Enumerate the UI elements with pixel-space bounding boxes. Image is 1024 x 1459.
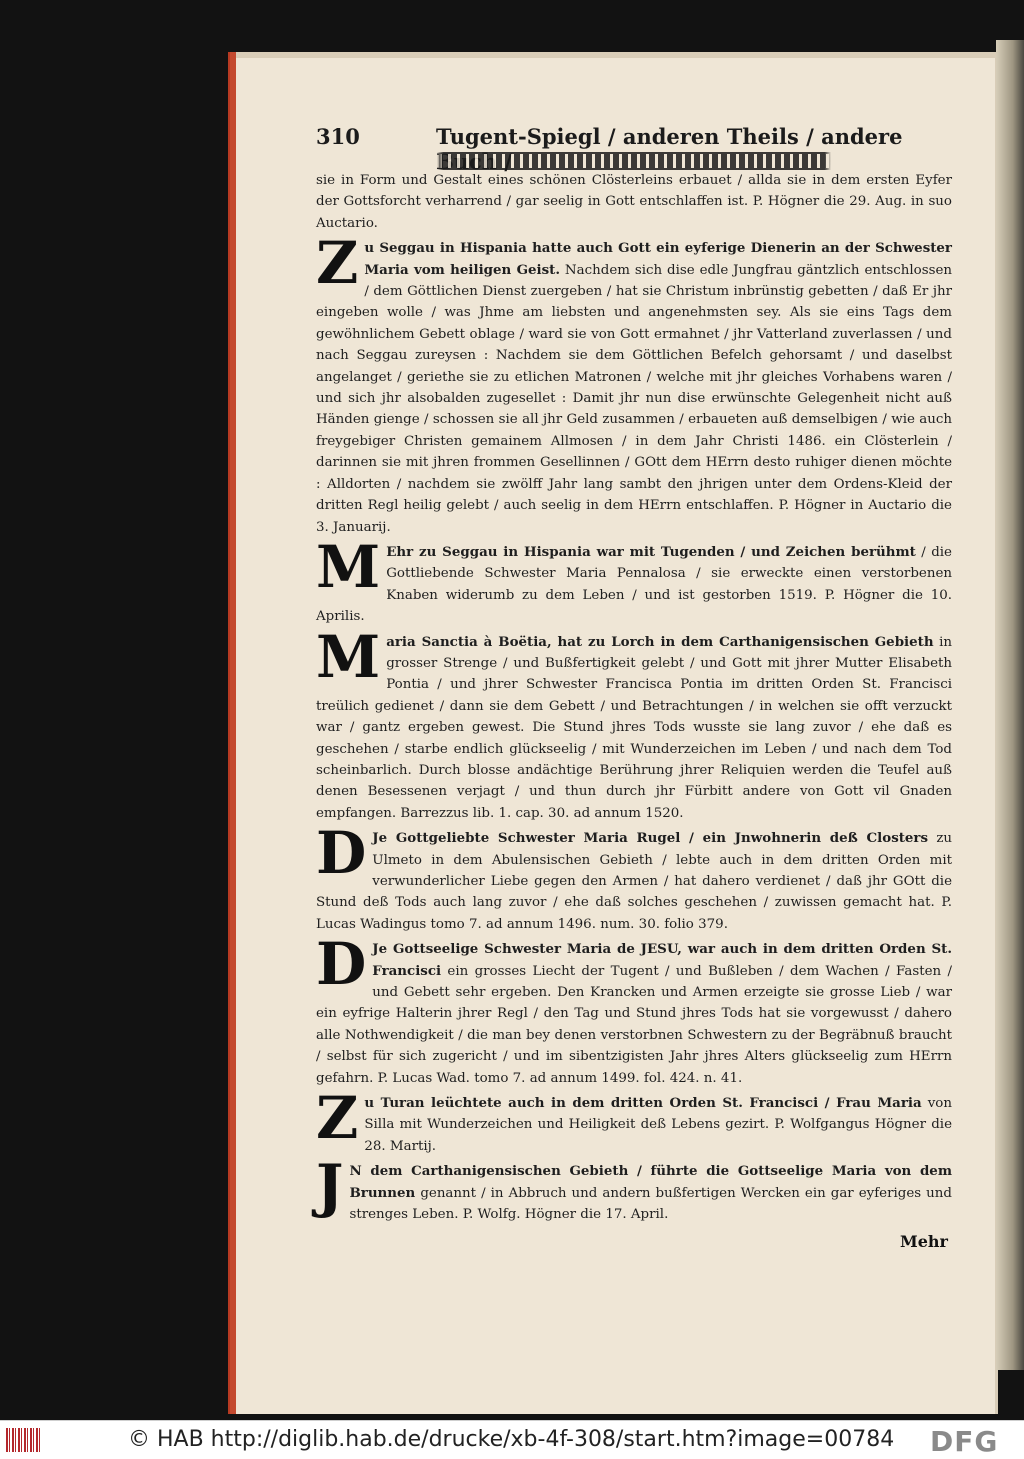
paragraph-lead: Je Gottseelige Schwester Maria de JESU, war auch in dem dritten Orden St. Francisci xyxy=(372,941,952,979)
source-link[interactable]: © HAB http://diglib.hab.de/drucke/xb-4f-308/start.htm?image=00784 xyxy=(128,1427,895,1452)
dfg-logo: DFG xyxy=(930,1425,999,1458)
drop-capital: J xyxy=(316,1152,344,1221)
paragraph-body: Nachdem sich dise edle Jungfrau gäntzlich entschlossen / dem Göttlichen Dienst zuergeben / hat sie Christum inbrünstig gebetten / daß Er jhr eingeben wolle / was Jhme am liebsten und angenehmsten sey. Als sie eins Tags dem gewöhnlichem Gebett oblage / ward sie von Gott ermahnet / jhr Vatterland zuverlassen / und nach Seggau zureysen : Nachdem sie dem Göttlichen Befelch gehorsamt / und daselbst angelanget / geriethe sie zu etlichen Matronen / welche mit jhr gleiches Vorhabens waren / und sich jhr alsobalden zugesellet : Damit jhr nun dise erwünschte Gelegenheit nicht auß Händen gienge / schossen sie all jhr Geld zusammen / erbaueten auß demselbigen / wie auch freygebiger Christen gemainem Allmosen / in dem Jahr Christi 1486. ein Clösterlein / darinnen sie mit jhren frommen Gesellinnen / GOtt dem HErrn desto ruhiger dienen möchte : Alldorten / nachdem sie zwölff Jahr lang sambt den jhrigen unter dem Ordens-Kleid der dritten Regl heilig gelebt / auch seelig in dem HErrn entschlaffen. P. Högner in Auctario die 3. Januarij. xyxy=(316,262,953,535)
ornamental-rule xyxy=(316,152,952,170)
paragraph xyxy=(316,1152,952,1225)
paragraph-body: von Silla mit Wunderzeichen und Heiligkeit deß Lebens gezirt. P. Wolfgangus Högner die 28. Martij. xyxy=(364,1096,952,1154)
paragraph xyxy=(316,170,952,234)
paragraph-lead: u Seggau in Hispania hatte auch Gott ein eyferige Dienerin an der Schwester Maria vom heiligen Geist. xyxy=(364,240,952,278)
drop-capital: Z xyxy=(316,229,359,298)
paragraph-lead: u Turan leüchtete auch in dem dritten Orden St. Francisci / Frau Maria xyxy=(364,1095,922,1112)
paragraph-lead: aria Sanctia à Boëtia, hat zu Lorch in dem Carthanigensischen Gebieth xyxy=(386,633,934,650)
paragraph xyxy=(316,819,952,935)
drop-capital: Z xyxy=(316,1084,359,1153)
catchword: Mehr xyxy=(900,1232,948,1251)
paragraph-body: sie in Form und Gestalt eines schönen Clösterleins erbauet / allda sie in dem ersten Eyfer der Gottsforcht verharrend / gar seelig in Gott entschlaffen ist. P. Högner die 29. Aug. in suo Auctario. xyxy=(316,173,952,231)
paragraph xyxy=(316,930,952,1089)
page-number: 310 xyxy=(316,124,360,149)
running-head xyxy=(316,124,956,152)
paragraph xyxy=(316,229,953,538)
running-title: Tugent-Spiegl / anderen Theils / andere xyxy=(436,124,903,149)
paragraph-lead: N dem Carthanigensischen Gebieth / führte die Gottseelige Maria von dem Brunnen xyxy=(349,1163,952,1201)
footer-bar xyxy=(0,1420,1024,1459)
book-gutter xyxy=(996,40,1024,1370)
paragraph-body: ein grosses Liecht der Tugent / und Bußleben / dem Wachen / Fasten / und Gebett sehr ergeben. Den Krancken und Armen erzeigte sie grosse Lieb / war ein eyfrige Halterin jhrer Regl / den Tag und Stund jhres Tods hat sie vorgewusst / dahero alle Nothwendigkeit / die man bey denen verstorbnen Schwestern zu der Begräbnuß braucht / selbst für sich zugericht / und im sibentzigisten Jahr jhres Alters glückseelig zum HErrn gefahrn. P. Lucas Wad. tomo 7. ad annum 1499. fol. 424. n. 41. xyxy=(316,963,952,1086)
paragraph-body: zu Ulmeto in dem Abulensischen Gebieth / lebte auch in dem dritten Orden mit verwunderlicher Liebe gegen den Armen / hat dahero verdienet / daß jhr GOtt die Stund deß Tods auch lang zuvor / ehe daß solches geschehen / zuwissen gemacht hat. P. Lucas Wadingus tomo 7. ad annum 1496. num. 30. folio 379. xyxy=(316,831,952,932)
drop-capital: D xyxy=(316,930,367,999)
paragraph-body: genannt / in Abbruch und andern bußfertigen Wercken ein gar eyferiges und strenges Leben. P. Wolfg. Högner die 17. April. xyxy=(349,1185,952,1223)
hab-logo-icon xyxy=(6,1428,42,1452)
drop-capital: M xyxy=(316,622,381,691)
paragraph-body: / die Gottliebende Schwester Maria Pennalosa / sie erweckte einen verstorbenen Knaben widerumb zu dem Leben / und ist gestorben 1519. P. Högner die 10. Aprilis. xyxy=(316,544,952,625)
paragraph-body: in grosser Strenge / und Bußfertigkeit gelebt / und Gott mit jhrer Mutter Elisabeth Pontia / und jhrer Schwester Francisca Pontia im dritten Orden St. Francisci treülich gedienet / dann sie dem Gebett / und Betrachtungen / in welchen sie offt verzuckt war / gantz ergeben gewest. Die Stund jhres Tods wusste sie lang zuvor / ehe daß es geschehen / starbe endlich glückseelig / mit Wunderzeichen im Leben / und nach dem Tod scheinbarlich. Durch blosse andächtige Berührung jhrer Reliquien werden die Teufel auß denen Besessenen verjagt / und thun durch jhr Fürbitt andere von Gott vil Gnaden empfangen. Barrezzus lib. 1. cap. 30. ad annum 1520. xyxy=(316,634,952,821)
page-text xyxy=(316,170,952,1250)
paragraph xyxy=(316,532,952,628)
paragraph-lead: Je Gottgeliebte Schwester Maria Rugel / ein Jnwohnerin deß Closters xyxy=(372,830,929,847)
paragraph-lead: Ehr zu Seggau in Hispania war mit Tugenden / und Zeichen berühmt xyxy=(386,543,916,560)
drop-capital: M xyxy=(316,532,381,601)
drop-capital: D xyxy=(316,819,367,888)
paragraph xyxy=(316,1084,952,1157)
paragraph xyxy=(316,622,952,825)
